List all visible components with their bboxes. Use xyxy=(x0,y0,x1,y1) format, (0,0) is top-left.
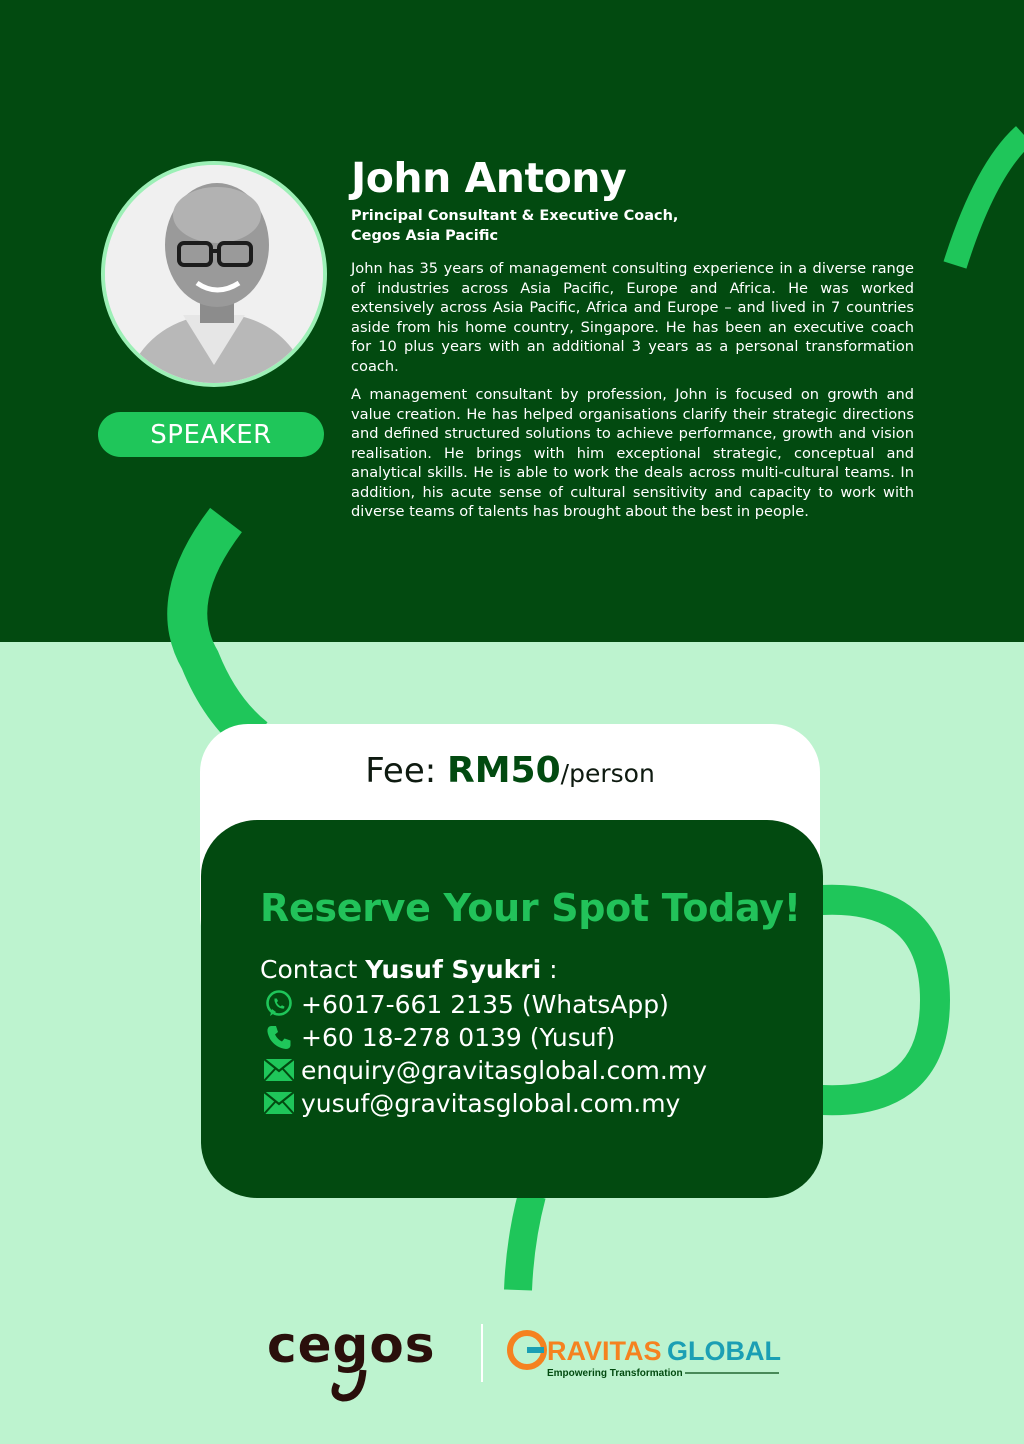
contact-email-yusuf-text: yusuf@gravitasglobal.com.my xyxy=(301,1088,681,1118)
whatsapp-icon xyxy=(263,989,295,1019)
gravitas-wordmark: RAVITAS xyxy=(547,1336,662,1366)
mail-icon xyxy=(263,1055,295,1085)
fee-line xyxy=(200,750,820,791)
speaker-photo xyxy=(101,161,327,387)
speaker-title-line-1: Principal Consultant & Executive Coach, xyxy=(351,208,679,224)
fee-unit: /person xyxy=(560,759,655,788)
reserve-title: Reserve Your Spot Today! xyxy=(260,886,801,930)
contact-name: Yusuf Syukri xyxy=(365,955,542,984)
contact-email-enquiry-text: enquiry@gravitasglobal.com.my xyxy=(301,1055,707,1085)
contact-phone[interactable] xyxy=(263,1022,615,1052)
phone-icon xyxy=(263,1022,295,1052)
bio-paragraph-2: A management consultant by profession, John is focused on growth and value creation. He has helped organisations clarify their strategic directions and defined structured solutions to achieve performance, growth and vision realisation. He brings with him exceptional strategic, conceptual and analytical skills. He is able to work the deals across multi-cultural teams. In addition, his acute sense of cultural sensitivity and capacity to work with diverse teams of talents has brought about the best in people. xyxy=(351,386,914,520)
speaker-name: John Antony xyxy=(351,154,627,202)
cegos-logo-tail xyxy=(335,1370,363,1398)
arc-bottom-stem xyxy=(518,1195,532,1290)
speaker-badge: SPEAKER xyxy=(98,412,324,457)
logo-divider xyxy=(481,1324,483,1382)
contact-phone-text: +60 18-278 0139 (Yusuf) xyxy=(301,1022,616,1052)
fee-amount: RM50 xyxy=(447,750,561,791)
speaker-title xyxy=(351,206,678,246)
gravitas-tagline: Empowering Transformation xyxy=(547,1368,683,1379)
footer-logos xyxy=(265,1318,805,1408)
contact-suffix: : xyxy=(541,955,558,984)
speaker-bio xyxy=(351,259,914,531)
contact-whatsapp[interactable] xyxy=(263,989,669,1019)
contact-line xyxy=(260,955,558,984)
contact-email-enquiry[interactable] xyxy=(263,1055,707,1085)
speaker-title-line-2: Cegos Asia Pacific xyxy=(351,228,499,244)
contact-email-yusuf[interactable] xyxy=(263,1088,680,1118)
mail-icon xyxy=(263,1088,295,1118)
fee-label: Fee: xyxy=(365,751,437,791)
contact-prefix: Contact xyxy=(260,955,358,984)
arc-cup-handle xyxy=(822,900,935,1100)
cegos-logo: cegos xyxy=(267,1318,436,1374)
bio-paragraph-1: John has 35 years of management consulting experience in a diverse range of industries across Asia Pacific, Europe and Africa. He was worked extensively across Asia Pacific, Africa and Europe – and lived in 7 countries aside from his home country, Singapore. He has been an executive coach for 10 plus years with an additional 3 years as a personal transformation coach. xyxy=(351,260,914,375)
global-wordmark: GLOBAL xyxy=(667,1336,781,1366)
contact-whatsapp-text: +6017-661 2135 (WhatsApp) xyxy=(301,989,669,1019)
